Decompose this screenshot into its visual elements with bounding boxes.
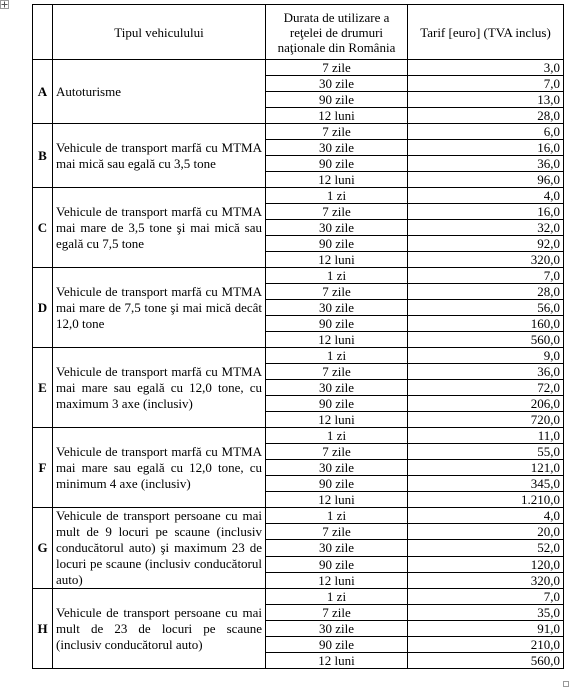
duration-cell: 12 luni [266,653,408,669]
duration-cell: 7 zile [266,284,408,300]
duration-cell: 90 zile [266,396,408,412]
table-row [33,268,564,284]
tariff-cell: 7,0 [408,268,564,284]
vehicle-type-cell: Vehicule de transport marfă cu MTMA mai mare sau egală cu 12,0 tone, cu maximum 3 axe (inclusiv) [53,348,266,428]
header-duration: Durata de utilizare a reţelei de drumuri naţionale din România [266,5,408,60]
duration-cell: 12 luni [266,492,408,508]
table-row [33,508,564,524]
duration-cell: 1 zi [266,508,408,524]
tariff-cell: 35,0 [408,605,564,621]
category-letter: C [33,188,53,268]
tariff-cell: 11,0 [408,428,564,444]
tariff-cell: 72,0 [408,380,564,396]
duration-cell: 7 zile [266,605,408,621]
duration-cell: 90 zile [266,92,408,108]
duration-cell: 7 zile [266,124,408,140]
header-corner-cell [33,5,53,60]
category-letter: F [33,428,53,508]
table-row [33,60,564,76]
duration-cell: 1 zi [266,428,408,444]
table-resize-handle-icon[interactable] [563,681,569,687]
duration-cell: 7 zile [266,524,408,540]
move-arrows-icon [1,1,8,8]
tariff-cell: 7,0 [408,589,564,605]
vehicle-type-cell: Autoturisme [53,60,266,124]
duration-cell: 30 zile [266,300,408,316]
tariff-cell: 16,0 [408,140,564,156]
vignette-tariff-table [32,4,564,669]
tariff-cell: 720,0 [408,412,564,428]
duration-cell: 12 luni [266,108,408,124]
duration-cell: 7 zile [266,204,408,220]
table-header-row [33,5,564,60]
vehicle-type-cell: Vehicule de transport persoane cu mai mult de 9 locuri pe scaune (inclusiv conducătorul auto) şi maximum 23 de locuri pe scaune (inclusiv conducătorul auto) [53,508,266,589]
tariff-cell: 320,0 [408,252,564,268]
duration-cell: 1 zi [266,589,408,605]
tariff-cell: 7,0 [408,76,564,92]
tariff-cell: 9,0 [408,348,564,364]
duration-cell: 12 luni [266,572,408,588]
tariff-cell: 120,0 [408,556,564,572]
duration-cell: 90 zile [266,156,408,172]
tariff-cell: 36,0 [408,364,564,380]
tariff-cell: 56,0 [408,300,564,316]
duration-cell: 7 zile [266,364,408,380]
tariff-cell: 92,0 [408,236,564,252]
vehicle-type-cell: Vehicule de transport persoane cu mai mult de 23 de locuri pe scaune (inclusiv conducătorul auto) [53,589,266,669]
header-vehicle-type: Tipul vehiculului [53,5,266,60]
tariff-cell: 28,0 [408,108,564,124]
tariff-cell: 4,0 [408,188,564,204]
duration-cell: 12 luni [266,412,408,428]
tariff-cell: 320,0 [408,572,564,588]
tariff-cell: 16,0 [408,204,564,220]
tariff-cell: 20,0 [408,524,564,540]
duration-cell: 90 zile [266,476,408,492]
table-row [33,589,564,605]
duration-cell: 12 luni [266,332,408,348]
tariff-cell: 4,0 [408,508,564,524]
tariff-cell: 91,0 [408,621,564,637]
duration-cell: 90 zile [266,316,408,332]
duration-cell: 12 luni [266,252,408,268]
vehicle-type-cell: Vehicule de transport marfă cu MTMA mai mare de 7,5 tone şi mai mică decât 12,0 tone [53,268,266,348]
tariff-cell: 3,0 [408,60,564,76]
duration-cell: 90 zile [266,236,408,252]
tariff-cell: 160,0 [408,316,564,332]
duration-cell: 1 zi [266,268,408,284]
table-row [33,188,564,204]
category-letter: E [33,348,53,428]
category-letter: H [33,589,53,669]
duration-cell: 30 zile [266,220,408,236]
category-letter: D [33,268,53,348]
duration-cell: 30 zile [266,380,408,396]
duration-cell: 30 zile [266,76,408,92]
duration-cell: 7 zile [266,60,408,76]
category-letter: G [33,508,53,589]
tariff-cell: 560,0 [408,653,564,669]
tariff-cell: 36,0 [408,156,564,172]
table-row [33,348,564,364]
category-letter: A [33,60,53,124]
duration-cell: 30 zile [266,140,408,156]
table-row [33,428,564,444]
tariff-cell: 96,0 [408,172,564,188]
duration-cell: 30 zile [266,621,408,637]
duration-cell: 1 zi [266,188,408,204]
duration-cell: 90 zile [266,637,408,653]
vehicle-type-cell: Vehicule de transport marfă cu MTMA mai mare sau egală cu 12,0 tone, cu minimum 4 axe (inclusiv) [53,428,266,508]
tariff-cell: 345,0 [408,476,564,492]
tariff-cell: 206,0 [408,396,564,412]
tariff-cell: 121,0 [408,460,564,476]
category-letter: B [33,124,53,188]
table-body [33,60,564,669]
duration-cell: 1 zi [266,348,408,364]
duration-cell: 30 zile [266,540,408,556]
duration-cell: 7 zile [266,444,408,460]
table-row [33,124,564,140]
tariff-cell: 13,0 [408,92,564,108]
tariff-cell: 210,0 [408,637,564,653]
tariff-cell: 55,0 [408,444,564,460]
tariff-cell: 52,0 [408,540,564,556]
vehicle-type-cell: Vehicule de transport marfă cu MTMA mai mică sau egală cu 3,5 tone [53,124,266,188]
header-tariff: Tarif [euro] (TVA inclus) [408,5,564,60]
tariff-cell: 6,0 [408,124,564,140]
vehicle-type-cell: Vehicule de transport marfă cu MTMA mai mare de 3,5 tone şi mai mică sau egală cu 7,5 tone [53,188,266,268]
duration-cell: 90 zile [266,556,408,572]
duration-cell: 30 zile [266,460,408,476]
tariff-cell: 32,0 [408,220,564,236]
duration-cell: 12 luni [266,172,408,188]
tariff-cell: 28,0 [408,284,564,300]
table-move-handle-icon[interactable] [0,0,9,9]
tariff-cell: 1.210,0 [408,492,564,508]
tariff-cell: 560,0 [408,332,564,348]
